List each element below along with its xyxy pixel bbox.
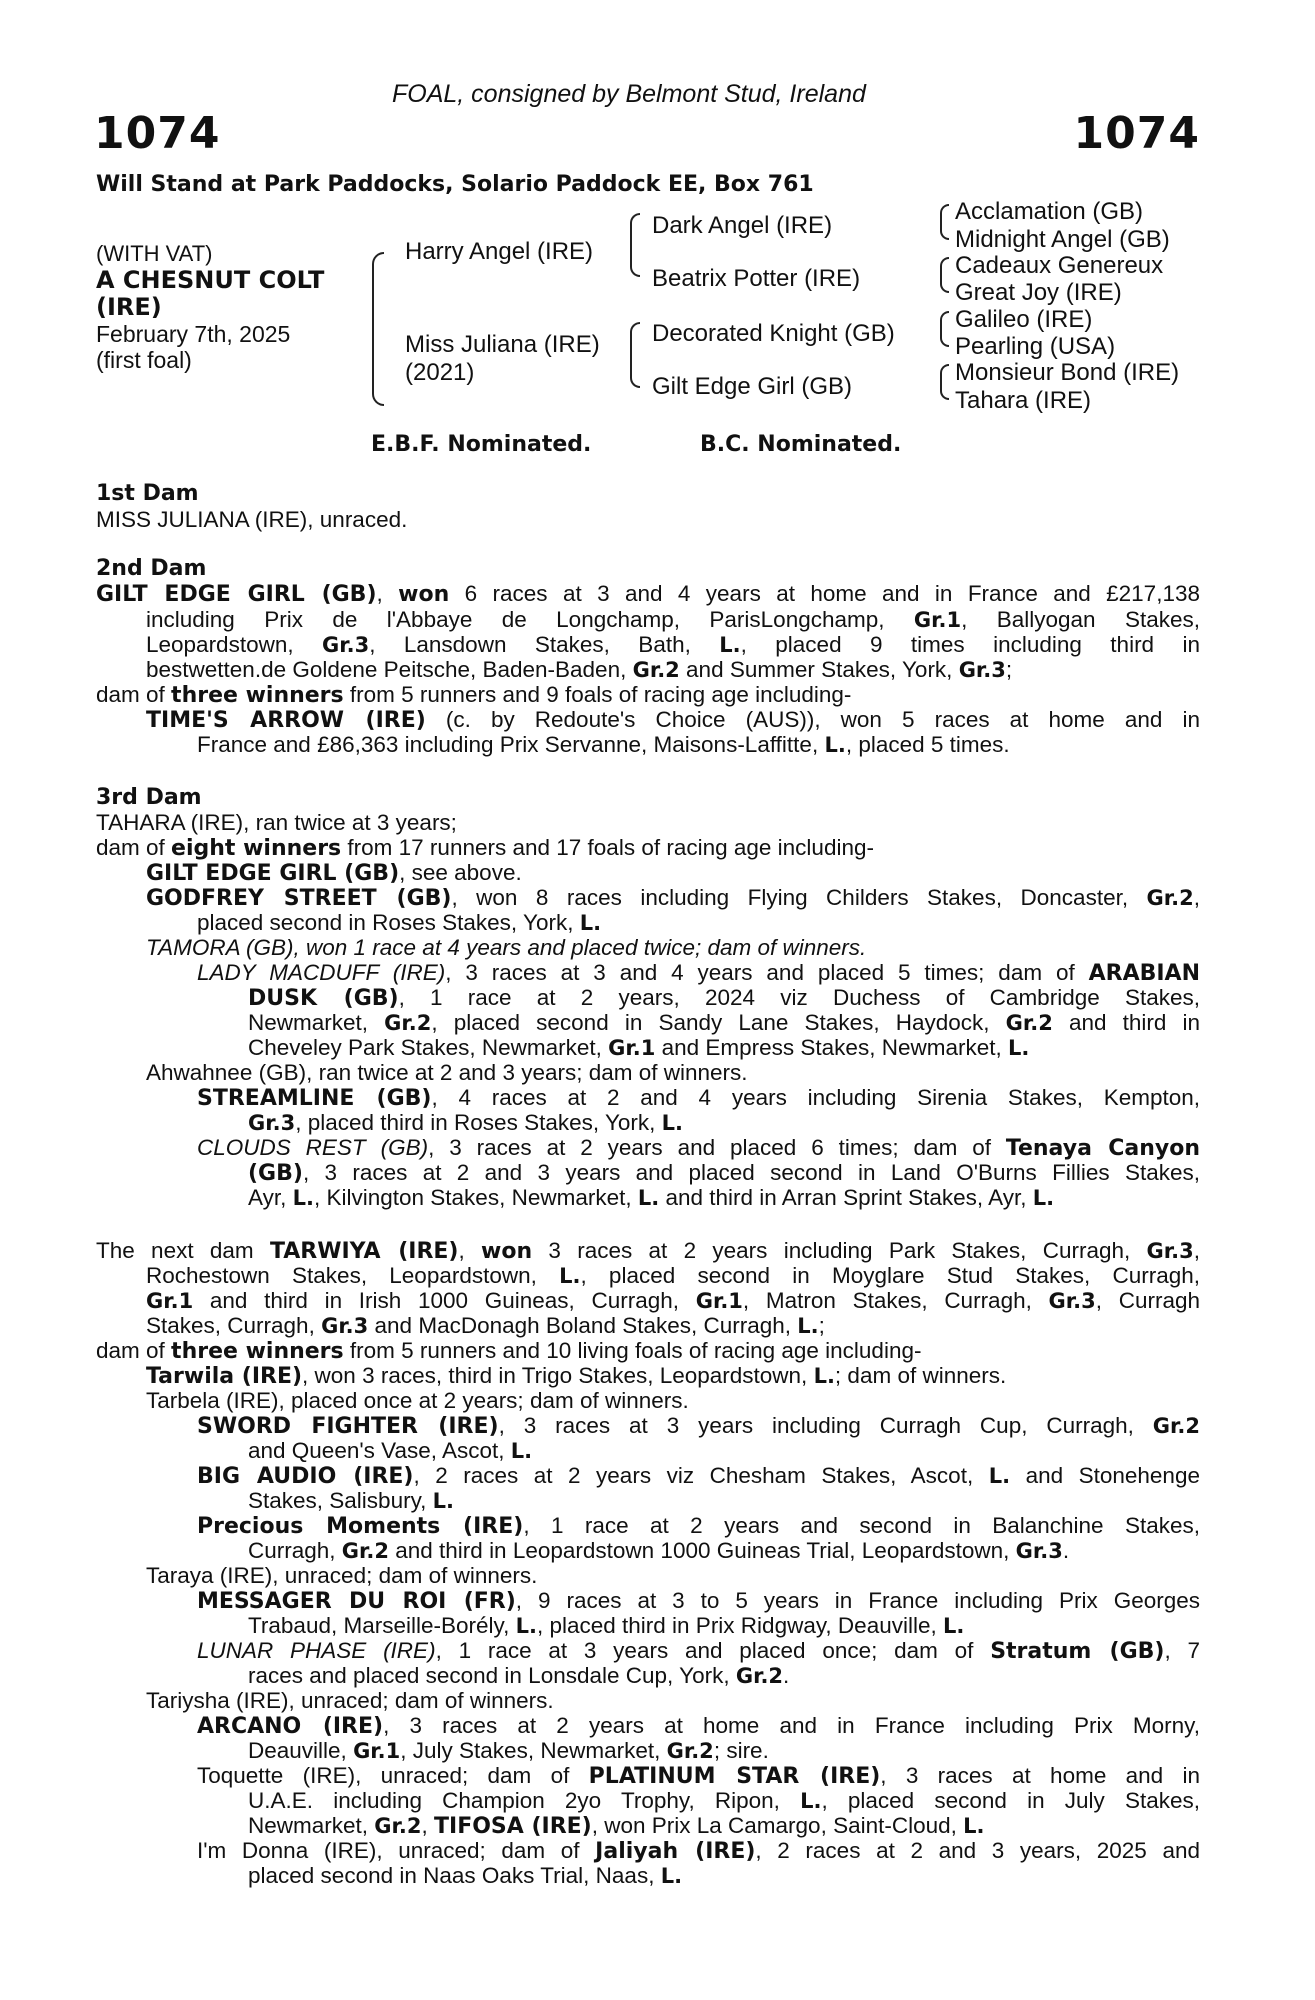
text-line: TAMORA (GB), won 1 race at 4 years and placed twice; dam of winners. [146,935,867,960]
text-line: Ahwahnee (GB), ran twice at 2 and 3 years; dam of winners. [146,1060,748,1085]
text-line: TAHARA (IRE), ran twice at 3 years; [96,810,457,835]
text-line: CLOUDS REST (GB), 3 races at 2 years and placed 6 times; dam of Tenaya Canyon [197,1135,1200,1161]
stable-location: Will Stand at Park Paddocks, Solario Paddock EE, Box 761 [96,172,814,197]
text-line: I'm Donna (IRE), unraced; dam of Jaliyah (IRE), 2 races at 2 and 3 years, 2025 and [197,1838,1200,1864]
g3-dam-dam-sire: Monsieur Bond (IRE) [955,359,1180,386]
text-line: GILT EDGE GIRL (GB), see above. [146,860,522,886]
text-line: races and placed second in Lonsdale Cup, York, Gr.2. [248,1663,790,1688]
text-line: Taraya (IRE), unraced; dam of winners. [146,1563,538,1588]
text-line: Toquette (IRE), unraced; dam of PLATINUM STAR (IRE), 3 races at home and in [197,1763,1200,1789]
sire-brace [630,213,640,247]
second-dam-heading: 2nd Dam [96,556,207,581]
text-line: TIME'S ARROW (IRE) (c. by Redoute's Choice (AUS)), won 5 races at home and in [146,707,1200,733]
dam-brace [630,354,640,388]
text-line: SWORD FIGHTER (IRE), 3 races at 3 years including Curragh Cup, Curragh, Gr.2 [197,1413,1200,1439]
first-dam-text: MISS JULIANA (IRE), unraced. [96,507,408,532]
g3-dam-sire-sire: Galileo (IRE) [955,306,1093,333]
text-line: Newmarket, Gr.2, TIFOSA (IRE), won Prix La Camargo, Saint-Cloud, L. [248,1813,985,1839]
text-line: placed second in Roses Stakes, York, L. [197,910,602,935]
pedigree-brace [372,252,384,332]
text-line: Stakes, Salisbury, L. [248,1488,455,1513]
first-dam-heading: 1st Dam [96,481,199,506]
g3-dam-sire-dam: Pearling (USA) [955,333,1116,360]
sire: Harry Angel (IRE) [405,238,594,265]
lot-number-right: 1074 [1073,108,1200,159]
text-line: The next dam TARWIYA (IRE), won 3 races at 2 years including Park Stakes, Curragh, Gr.3, [96,1238,1200,1264]
text-line: LUNAR PHASE (IRE), 1 race at 3 years and placed once; dam of Stratum (GB), 7 [197,1638,1200,1664]
dam-brace [630,322,640,356]
text-line: Rochestown Stakes, Leopardstown, L., placed second in Moyglare Stud Stakes, Curragh, [146,1263,1200,1288]
g3-brace [940,381,949,400]
text-line: Tarbela (IRE), placed once at 2 years; dam of winners. [146,1388,689,1413]
text-line: Stakes, Curragh, Gr.3 and MacDonagh Boland Stakes, Curragh, L.; [146,1313,825,1338]
dam-sire: Decorated Knight (GB) [652,320,895,347]
g3-sire-dam-dam: Great Joy (IRE) [955,279,1122,306]
text-line: U.A.E. including Champion 2yo Trophy, Ripon, L., placed second in July Stakes, [248,1788,1200,1813]
text-line: GILT EDGE GIRL (GB), won 6 races at 3 and 4 years at home and in France and £217,138 [96,581,1200,607]
g3-brace [940,328,949,347]
dam-year: (2021) [405,359,475,386]
text-line: Deauville, Gr.1, July Stakes, Newmarket, Gr.2; sire. [248,1738,769,1763]
text-line: Tariysha (IRE), unraced; dam of winners. [146,1688,554,1713]
sire-dam: Beatrix Potter (IRE) [652,265,861,292]
dam-dam: Gilt Edge Girl (GB) [652,373,853,400]
text-line: Gr.3, placed third in Roses Stakes, York, L. [248,1110,684,1135]
pedigree-brace [372,330,384,406]
text-line: Curragh, Gr.2 and third in Leopardstown 1000 Guineas Trial, Leopardstown, Gr.3. [248,1538,1070,1563]
g3-sire-sire-dam: Midnight Angel (GB) [955,226,1170,253]
text-line: Gr.1 and third in Irish 1000 Guineas, Curragh, Gr.1, Matron Stakes, Curragh, Gr.3, Curragh [146,1288,1200,1313]
text-line: Cheveley Park Stakes, Newmarket, Gr.1 and Empress Stakes, Newmarket, L. [248,1035,1030,1060]
dam: Miss Juliana (IRE) [405,331,600,358]
text-line: BIG AUDIO (IRE), 2 races at 2 years viz Chesham Stakes, Ascot, L. and Stonehenge [197,1463,1200,1489]
text-line: placed second in Naas Oaks Trial, Naas, L. [248,1863,683,1888]
text-line: dam of eight winners from 17 runners and 17 foals of racing age including- [96,835,874,861]
text-line: STREAMLINE (GB), 4 races at 2 and 4 years including Sirenia Stakes, Kempton, [197,1085,1201,1111]
text-line: ARCANO (IRE), 3 races at 2 years at home and in France including Prix Morny, [197,1713,1200,1739]
sire-sire: Dark Angel (IRE) [652,212,833,239]
g3-brace [940,274,949,293]
text-line: and Queen's Vase, Ascot, L. [248,1438,533,1463]
text-line: Trabaud, Marseille-Borély, L., placed third in Prix Ridgway, Deauville, L. [248,1613,965,1638]
vat-note: (WITH VAT) [96,241,213,266]
text-line: GODFREY STREET (GB), won 8 races including Flying Childers Stakes, Doncaster, Gr.2, [146,885,1201,911]
g3-sire-sire-sire: Acclamation (GB) [955,198,1144,225]
text-line: including Prix de l'Abbaye de Longchamp, ParisLongchamp, Gr.1, Ballyogan Stakes, [146,607,1200,632]
text-line: (GB), 3 races at 2 and 3 years and placed second in Land O'Burns Fillies Stakes, [248,1160,1200,1186]
text-line: DUSK (GB), 1 race at 2 years, 2024 viz Duchess of Cambridge Stakes, [248,985,1200,1011]
sire-brace [630,245,640,277]
text-line: Precious Moments (IRE), 1 race at 2 years and second in Balanchine Stakes, [197,1513,1200,1539]
text-line: Tarwila (IRE), won 3 races, third in Trigo Stakes, Leopardstown, L.; dam of winners. [146,1363,1007,1389]
text-line: Ayr, L., Kilvington Stakes, Newmarket, L. and third in Arran Sprint Stakes, Ayr, L. [248,1185,1055,1210]
text-line: MESSAGER DU ROI (FR), 9 races at 3 to 5 years in France including Prix Georges [197,1588,1200,1614]
text-line: LADY MACDUFF (IRE), 3 races at 3 and 4 years and placed 5 times; dam of ARABIAN [197,960,1200,986]
text-line: Leopardstown, Gr.3, Lansdown Stakes, Bath, L., placed 9 times including third in [146,632,1200,657]
lot-sex-colour: A CHESNUT COLT [96,266,325,294]
g3-brace [940,221,949,240]
third-dam-heading: 3rd Dam [96,785,202,810]
lot-breeding-country: (IRE) [96,293,162,321]
ebf-nomination: E.B.F. Nominated. [371,432,592,457]
foaling-date: February 7th, 2025 [96,321,291,347]
text-line: bestwetten.de Goldene Peitsche, Baden-Baden, Gr.2 and Summer Stakes, York, Gr.3; [146,657,1013,682]
lot-number-left: 1074 [94,108,221,159]
g3-dam-dam-dam: Tahara (IRE) [955,387,1092,414]
text-line: dam of three winners from 5 runners and 9 foals of racing age including- [96,682,852,708]
consignment-title: FOAL, consigned by Belmont Stud, Ireland [392,80,866,108]
g3-sire-dam-sire: Cadeaux Genereux [955,252,1164,279]
bc-nomination: B.C. Nominated. [700,432,902,457]
text-line: dam of three winners from 5 runners and 10 living foals of racing age including- [96,1338,922,1364]
foal-note: (first foal) [96,347,192,373]
text-line: Newmarket, Gr.2, placed second in Sandy Lane Stakes, Haydock, Gr.2 and third in [248,1010,1201,1035]
text-line: France and £86,363 including Prix Servanne, Maisons-Laffitte, L., placed 5 times. [197,732,1010,757]
